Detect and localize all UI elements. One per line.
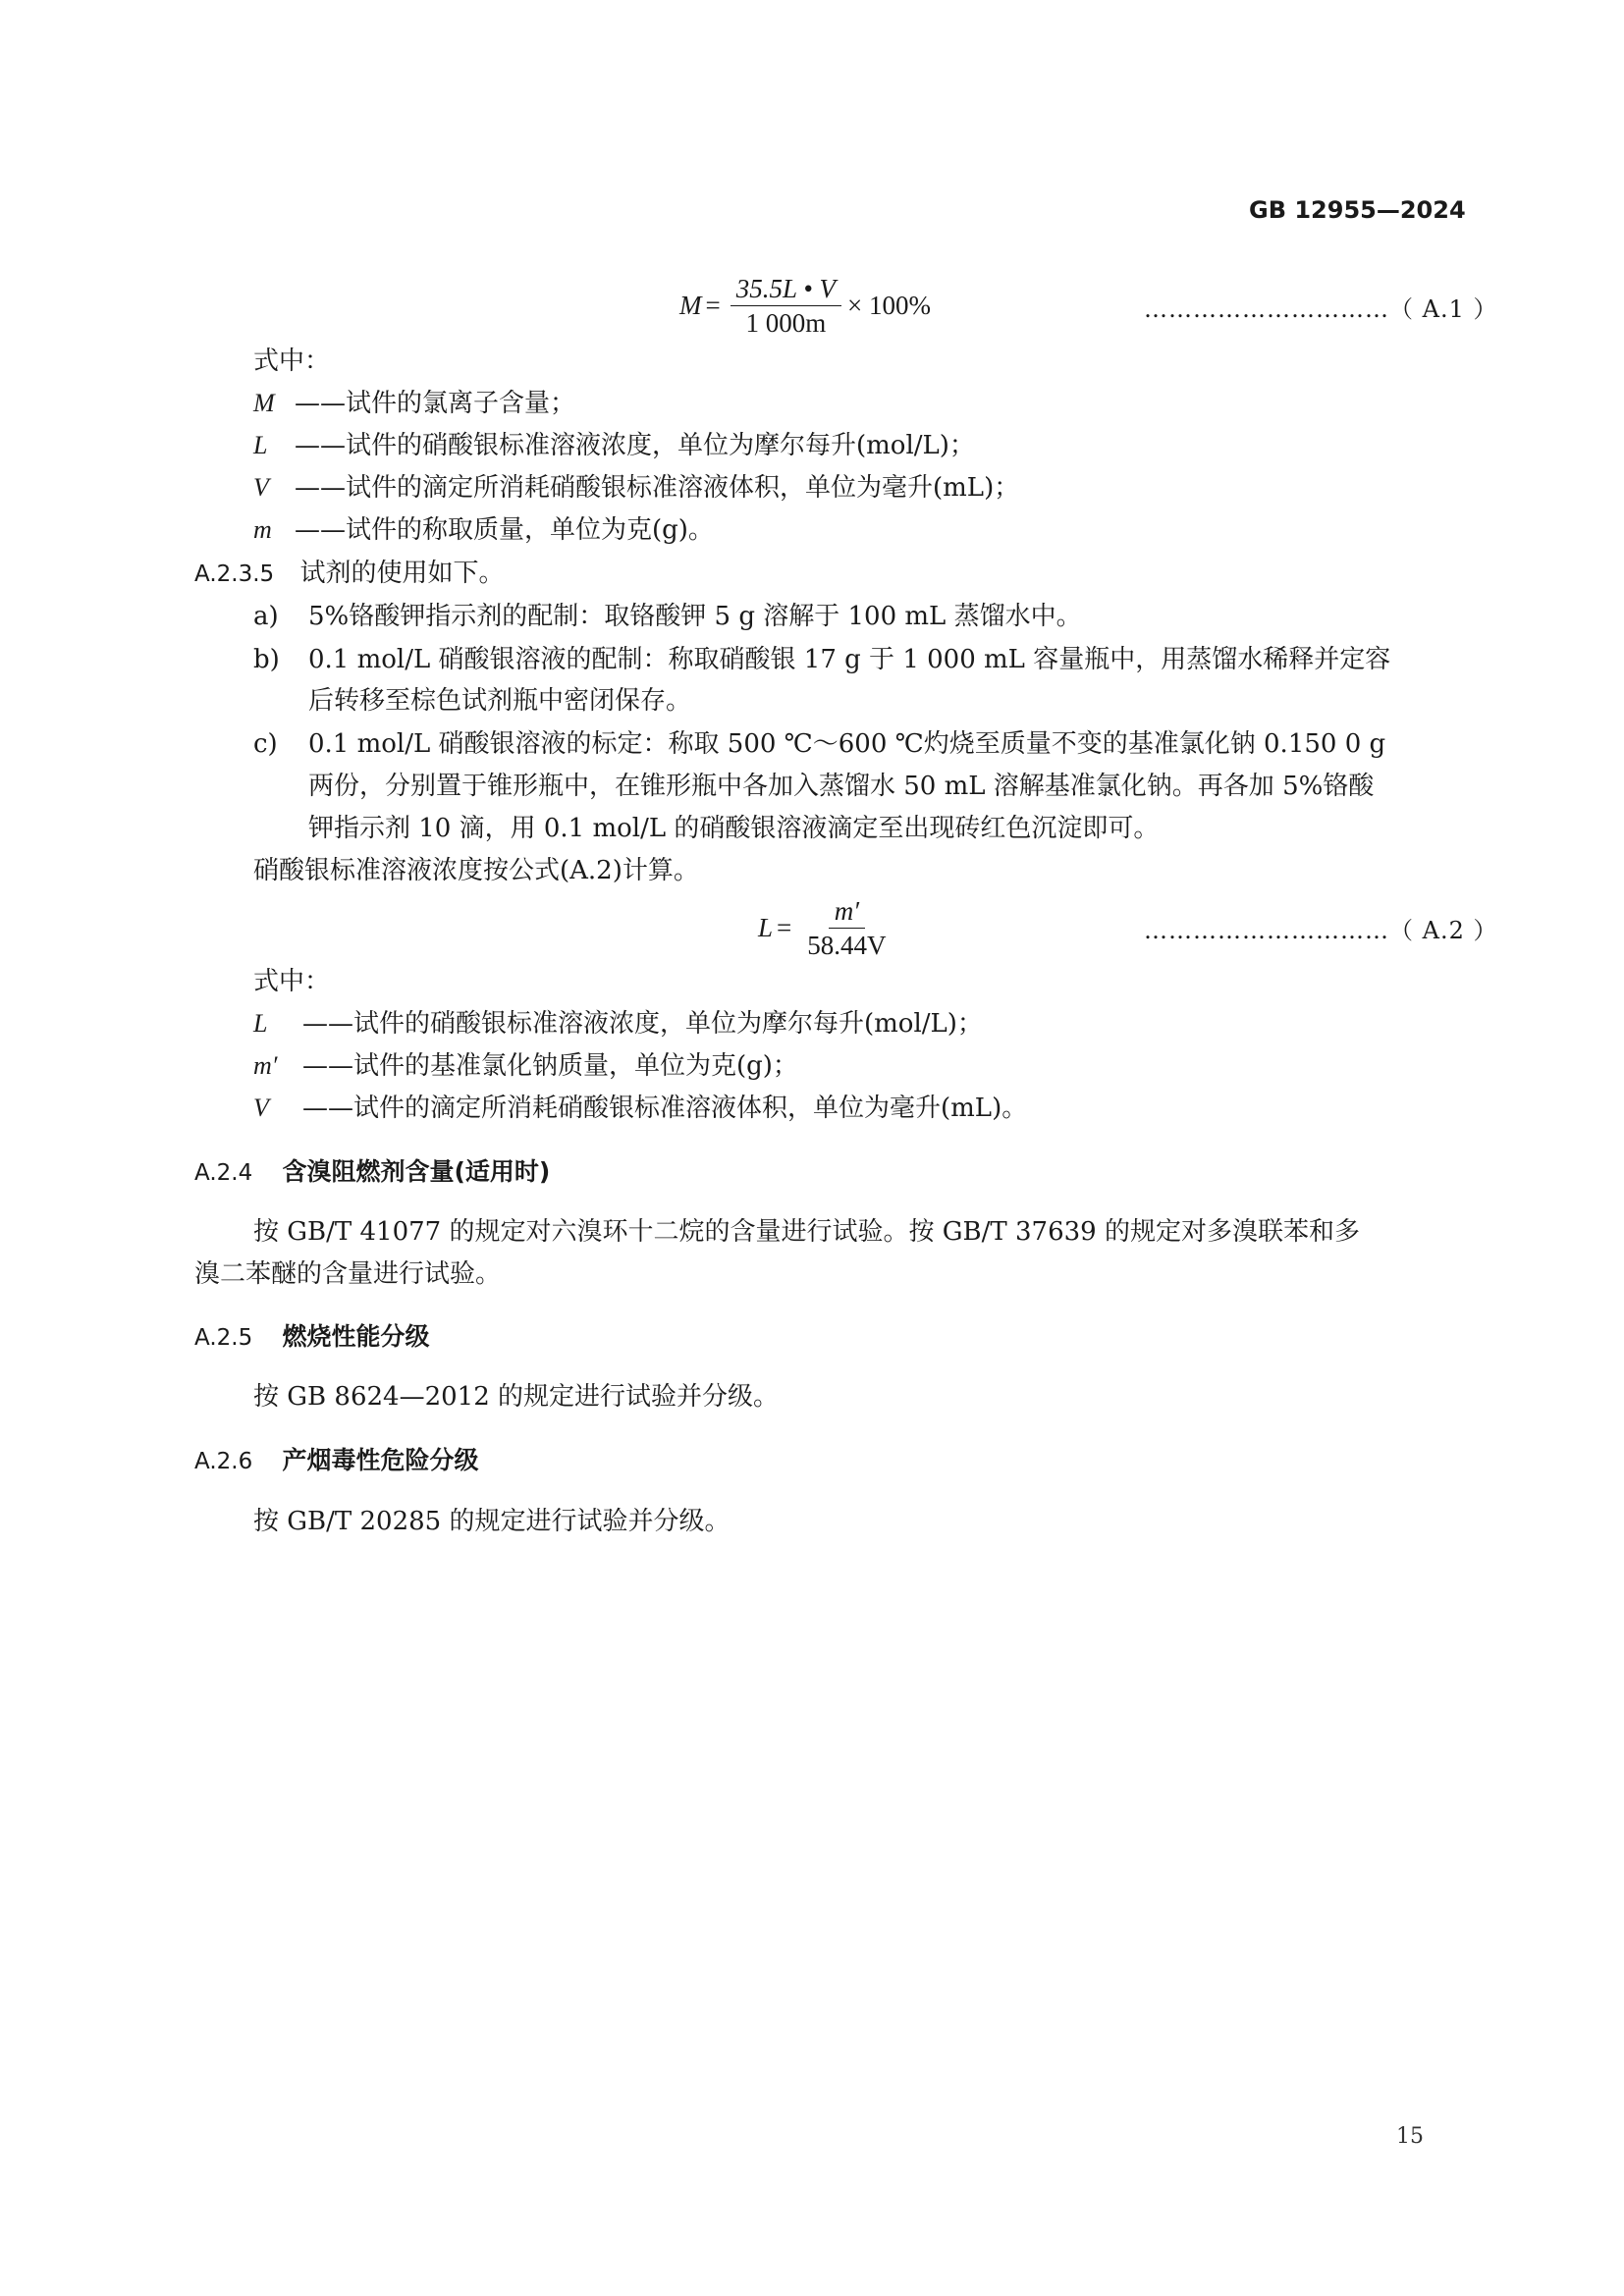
where1-intro: 式中： xyxy=(253,347,331,376)
where1-item xyxy=(253,428,975,463)
section-a24-number: A.2.4 xyxy=(194,1160,253,1186)
where1-desc: ——试件的氯离子含量； xyxy=(295,389,576,418)
list-item-line: 两份，分别置于锥形瓶中，在锥形瓶中各加入蒸馏水 50 mL 溶解基准氯化钠。再各加 5%铬酸 xyxy=(308,772,1375,801)
where1-symbol: m xyxy=(253,515,272,544)
formula-a2-eq: = xyxy=(777,912,792,942)
where2-item xyxy=(253,1091,1027,1126)
where1-item xyxy=(253,386,575,421)
section-a26-title: 产烟毒性危险分级 xyxy=(282,1446,479,1474)
list-item-label: b) xyxy=(253,645,280,674)
list-item-line: 0.1 mol/L 硝酸银溶液的配制：称取硝酸银 17 g 于 1 000 mL 容量瓶中，用蒸馏水稀释并定容 xyxy=(308,645,1391,674)
where2-desc: ——试件的硝酸银标准溶液浓度，单位为摩尔每升(mol/L)； xyxy=(302,1009,983,1039)
section-a25-text: 按 GB 8624—2012 的规定进行试验并分级。 xyxy=(253,1382,780,1412)
where2-desc: ——试件的基准氯化钠质量，单位为克(g)； xyxy=(302,1051,798,1081)
section-a25-heading xyxy=(194,1319,430,1356)
where2-desc: ——试件的滴定所消耗硝酸银标准溶液体积，单位为毫升(mL)。 xyxy=(302,1094,1028,1123)
where1-item xyxy=(253,470,1019,506)
formula-a1-lhs: M xyxy=(679,290,702,320)
where1-symbol: L xyxy=(253,431,268,459)
formula-a2-numerator: m′ xyxy=(829,896,865,929)
list-item-line: 0.1 mol/L 硝酸银溶液的标定：称取 500 ℃～600 ℃灼烧至质量不变的基准氯化钠 0.150 0 g xyxy=(308,729,1386,759)
where2-symbol: L xyxy=(253,1009,268,1038)
list-item-line: 钾指示剂 10 滴，用 0.1 mol/L 的硝酸银溶液滴定至出现砖红色沉淀即可。 xyxy=(308,814,1160,843)
formula-a1-numerator: 35.5L • V xyxy=(731,274,841,306)
section-a26-heading xyxy=(194,1443,479,1479)
formula-a2-denominator: 58.44V xyxy=(807,930,887,960)
formula-a2-number: …………………………（ A.2 ） xyxy=(1144,917,1498,944)
formula-a2-lhs: L xyxy=(758,912,774,942)
section-a25-title: 燃烧性能分级 xyxy=(282,1322,430,1351)
section-a24-line: 溴二苯醚的含量进行试验。 xyxy=(194,1259,502,1289)
where1-desc: ——试件的称取质量，单位为克(g)。 xyxy=(295,515,714,545)
clause-a235-number: A.2.3.5 xyxy=(194,561,275,587)
where1-symbol: V xyxy=(253,473,269,502)
formula-a1-eq: = xyxy=(705,290,721,320)
formula-a1-denominator: 1 000m xyxy=(745,307,827,338)
formula-reference-text: 硝酸银标准溶液浓度按公式(A.2)计算。 xyxy=(253,856,699,885)
formula-a1-times: × 100% xyxy=(846,290,931,320)
list-item-line: 后转移至棕色试剂瓶中密闭保存。 xyxy=(308,686,692,716)
section-a24-line: 按 GB/T 41077 的规定对六溴环十二烷的含量进行试验。按 GB/T 37639 的规定对多溴联苯和多 xyxy=(253,1217,1360,1247)
where2-item xyxy=(253,1006,983,1041)
list-item-label: a) xyxy=(253,602,279,631)
clause-a235 xyxy=(194,556,504,592)
where1-item xyxy=(253,512,714,548)
where1-symbol: M xyxy=(253,389,275,417)
formula-a1 xyxy=(679,271,931,340)
section-a26-number: A.2.6 xyxy=(194,1449,253,1474)
standard-code: GB 12955—2024 xyxy=(1249,196,1466,224)
formula-a2 xyxy=(758,893,898,962)
formula-a2-fraction xyxy=(801,896,892,960)
where2-intro: 式中： xyxy=(253,967,331,996)
list-item-label: c) xyxy=(253,729,278,759)
section-a26-text: 按 GB/T 20285 的规定进行试验并分级。 xyxy=(253,1507,731,1536)
section-a25-number: A.2.5 xyxy=(194,1325,253,1351)
where2-item xyxy=(253,1048,798,1084)
clause-a235-text: 试剂的使用如下。 xyxy=(299,559,505,588)
section-a24-title: 含溴阻燃剂含量(适用时) xyxy=(282,1157,551,1186)
formula-a1-fraction xyxy=(731,274,841,338)
where2-symbol: m′ xyxy=(253,1051,278,1080)
page-number: 15 xyxy=(1396,2124,1424,2149)
where1-desc: ——试件的硝酸银标准溶液浓度，单位为摩尔每升(mol/L)； xyxy=(295,431,975,460)
where1-desc: ——试件的滴定所消耗硝酸银标准溶液体积，单位为毫升(mL)； xyxy=(295,473,1020,503)
list-item-line: 5%铬酸钾指示剂的配制：取铬酸钾 5 g 溶解于 100 mL 蒸馏水中。 xyxy=(308,602,1082,631)
section-a24-heading xyxy=(194,1154,550,1191)
where2-symbol: V xyxy=(253,1094,269,1122)
formula-a1-number: …………………………（ A.1 ） xyxy=(1144,295,1498,323)
